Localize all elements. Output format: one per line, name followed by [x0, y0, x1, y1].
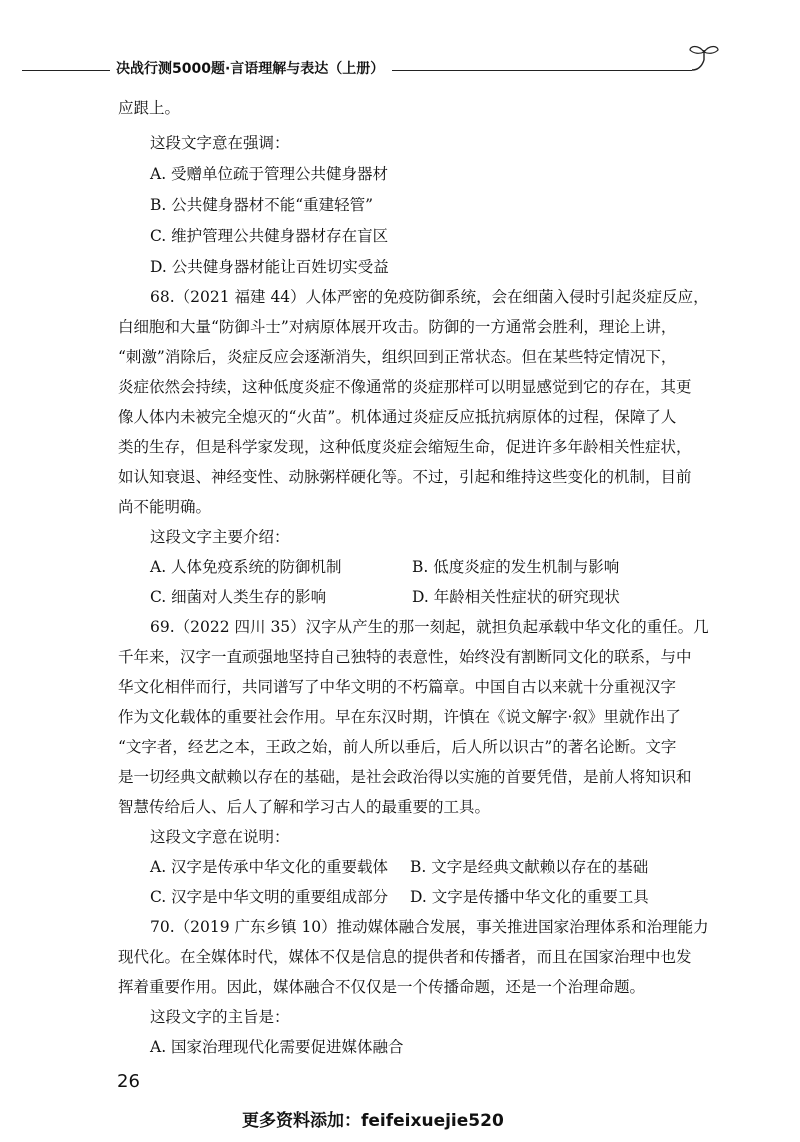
question-69-line: 作为文化载体的重要社会作用。早在东汉时期，许慎在《说文解字·叙》里就作出了 — [118, 708, 681, 726]
option-a: A. 国家治理现代化需要促进媒体融合 — [150, 1038, 404, 1056]
option-d: D. 公共健身器材能让百姓切实受益 — [150, 258, 389, 276]
option-a: A. 人体免疫系统的防御机制 — [150, 558, 342, 576]
page-number: 26 — [117, 1071, 140, 1092]
sprout-icon — [684, 40, 724, 84]
question-prompt: 这段文字意在强调： — [150, 134, 290, 152]
question-68-line: 尚不能明确。 — [118, 498, 212, 516]
question-prompt: 这段文字意在说明： — [150, 828, 290, 846]
question-69-line: 千年来，汉字一直顽强地坚持自己独特的表意性，始终没有割断同文化的联系，与中 — [118, 648, 692, 666]
option-d: D. 文字是传播中华文化的重要工具 — [410, 888, 649, 906]
question-68-line: 如认知衰退、神经变性、动脉粥样硬化等。不过，引起和维持这些变化的机制，目前 — [118, 468, 692, 486]
option-a: A. 汉字是传承中华文化的重要载体 — [150, 858, 389, 876]
question-68-line: 像人体内未被完全熄灭的“火苗”。机体通过炎症反应抵抗病原体的过程，保障了人 — [118, 408, 677, 426]
option-b: B. 低度炎症的发生机制与影响 — [412, 558, 620, 576]
option-d: D. 年龄相关性症状的研究现状 — [412, 588, 620, 606]
option-c: C. 汉字是中华文明的重要组成部分 — [150, 888, 389, 906]
option-c: C. 维护管理公共健身器材存在盲区 — [150, 227, 389, 245]
question-prompt: 这段文字的主旨是： — [150, 1008, 290, 1026]
question-70-line: 70.（2019 广东乡镇 10）推动媒体融合发展，事关推进国家治理体系和治理能力 — [150, 918, 709, 936]
question-68-line: “刺激”消除后，炎症反应会逐渐消失，组织回到正常状态。但在某些特定情况下， — [118, 348, 677, 366]
question-68-line: 炎症依然会持续，这种低度炎症不像通常的炎症那样可以明显感觉到它的存在，其更 — [118, 378, 692, 396]
header-rule-left — [22, 70, 110, 71]
option-b: B. 文字是经典文献赖以存在的基础 — [410, 858, 649, 876]
question-68-line: 白细胞和大量“防御斗士”对病原体展开攻击。防御的一方通常会胜利，理论上讲， — [118, 318, 677, 336]
header-rule-right — [392, 70, 692, 71]
option-c: C. 细菌对人类生存的影响 — [150, 588, 327, 606]
text-line: 应跟上。 — [118, 99, 181, 117]
question-70-line: 挥着重要作用。因此，媒体融合不仅仅是一个传播命题，还是一个治理命题。 — [118, 978, 646, 996]
option-a: A. 受赠单位疏于管理公共健身器材 — [150, 165, 389, 183]
question-69-line: 69.（2022 四川 35）汉字从产生的那一刻起，就担负起承载中华文化的重任。几 — [150, 618, 709, 636]
question-prompt: 这段文字主要介绍： — [150, 528, 290, 546]
question-69-line: 智慧传给后人、后人了解和学习古人的最重要的工具。 — [118, 798, 491, 816]
question-69-line: 是一切经典文献赖以存在的基础，是社会政治得以实施的首要凭借，是前人将知识和 — [118, 768, 692, 786]
question-69-line: 华文化相伴而行，共同谱写了中华文明的不朽篇章。中国自古以来就十分重视汉字 — [118, 678, 677, 696]
question-70-line: 现代化。在全媒体时代，媒体不仅是信息的提供者和传播者，而且在国家治理中也发 — [118, 948, 692, 966]
question-68-line: 类的生存，但是科学家发现，这种低度炎症会缩短生命，促进许多年龄相关性症状， — [118, 438, 692, 456]
footer-note: 更多资料添加：feifeixuejie520 — [242, 1111, 504, 1131]
option-b: B. 公共健身器材不能“重建轻管” — [150, 196, 374, 214]
question-69-line: “文字者，经艺之本，王政之始，前人所以垂后，后人所以识古”的著名论断。文字 — [118, 738, 677, 756]
running-header — [0, 52, 800, 88]
question-68-line: 68.（2021 福建 44）人体严密的免疫防御系统，会在细菌入侵时引起炎症反应， — [150, 288, 709, 306]
header-title: 决战行测5000题·言语理解与表达（上册） — [116, 61, 385, 77]
